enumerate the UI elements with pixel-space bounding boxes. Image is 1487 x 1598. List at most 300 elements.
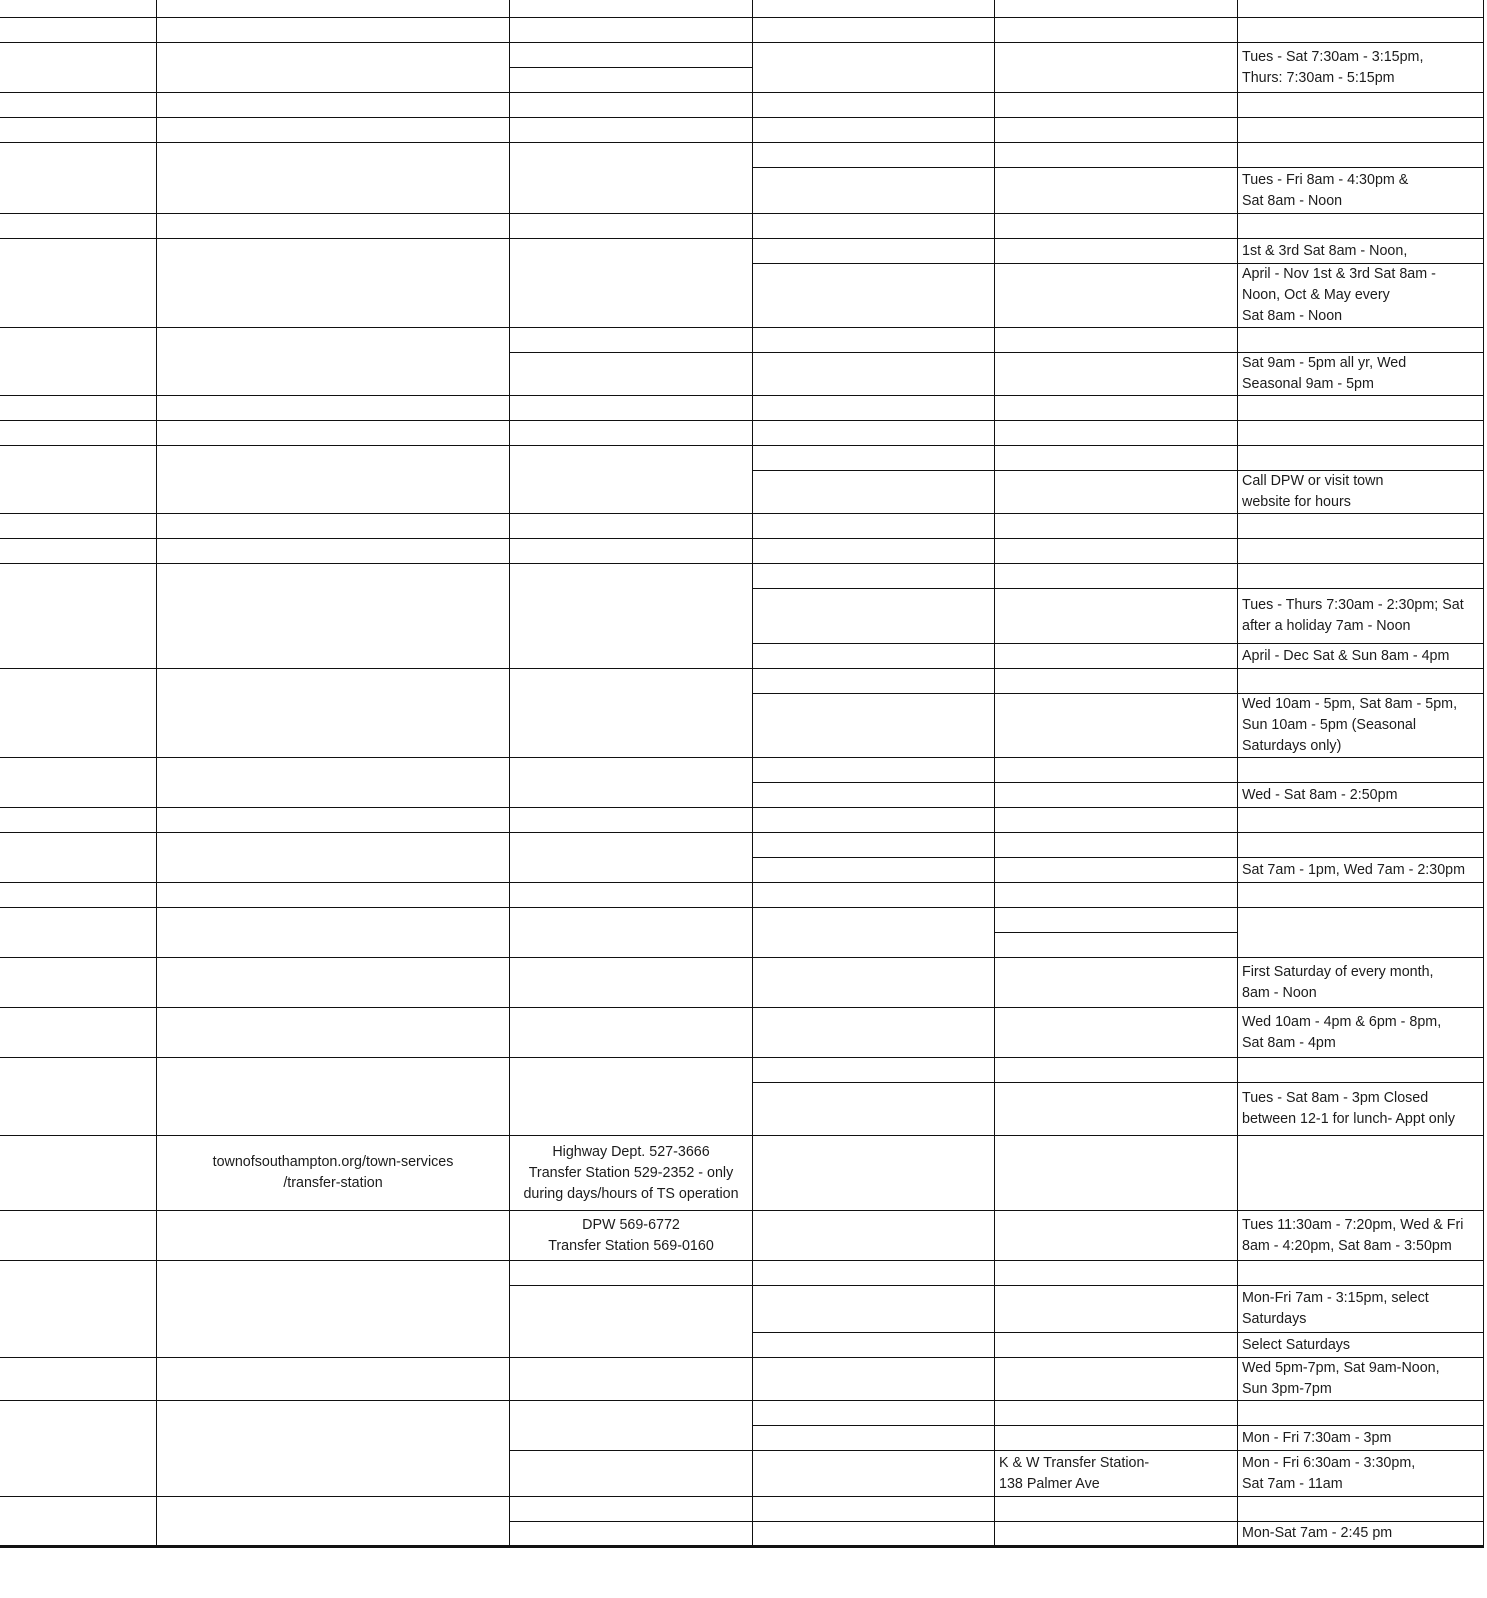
dropoff-location xyxy=(995,264,1238,328)
service-type xyxy=(753,143,995,168)
dropoff-location xyxy=(995,589,1238,644)
service-hours xyxy=(1238,1451,1484,1497)
dropoff-location xyxy=(995,1261,1238,1286)
table-row xyxy=(0,328,1484,353)
town-name xyxy=(0,1058,157,1136)
hours-line: Wed 10am - 5pm, Sat 8am - 5pm, xyxy=(1242,696,1458,712)
service-type xyxy=(753,1136,995,1211)
contact-phone xyxy=(510,143,753,214)
service-hours xyxy=(1238,118,1484,143)
town-website-link[interactable] xyxy=(157,958,510,1008)
service-hours xyxy=(1238,446,1484,471)
service-type xyxy=(753,264,995,328)
service-hours xyxy=(1238,564,1484,589)
service-hours xyxy=(1238,1401,1484,1426)
town-name xyxy=(0,908,157,958)
town-name xyxy=(0,214,157,239)
service-hours xyxy=(1238,1136,1484,1211)
hours-line: Wed 10am - 4pm & 6pm - 8pm, xyxy=(1242,1013,1442,1030)
table-row xyxy=(0,669,1484,694)
town-name xyxy=(0,0,157,18)
town-name xyxy=(0,539,157,564)
contact-phone xyxy=(510,1401,753,1451)
service-type xyxy=(753,168,995,214)
service-type xyxy=(753,564,995,589)
town-name xyxy=(0,1358,157,1401)
hours-line: Call DPW or visit town xyxy=(1242,473,1384,489)
town-name xyxy=(0,808,157,833)
service-type xyxy=(753,883,995,908)
table-row xyxy=(0,239,1484,264)
table-row xyxy=(0,0,1484,18)
service-hours xyxy=(1238,1497,1484,1522)
hours-line: Tues - Sat 8am - 3pm Closed xyxy=(1242,1090,1429,1106)
service-hours xyxy=(1238,783,1484,808)
table-row xyxy=(0,958,1484,1008)
contact-phone xyxy=(510,539,753,564)
contact-phone xyxy=(510,1286,753,1333)
service-type xyxy=(753,1211,995,1261)
service-hours xyxy=(1238,539,1484,564)
service-hours xyxy=(1238,1008,1484,1058)
table-row xyxy=(0,118,1484,143)
town-name xyxy=(0,1261,157,1358)
town-name xyxy=(0,143,157,214)
service-hours xyxy=(1238,396,1484,421)
town-website-link[interactable] xyxy=(157,1211,510,1261)
town-name xyxy=(0,421,157,446)
contact-phone xyxy=(510,958,753,1008)
table-row xyxy=(0,421,1484,446)
service-hours xyxy=(1238,1286,1484,1333)
service-type xyxy=(753,214,995,239)
service-type xyxy=(753,421,995,446)
dropoff-location xyxy=(995,1083,1238,1136)
service-hours xyxy=(1238,18,1484,43)
hours-line: Tues - Thurs 7:30am - 2:30pm; Sat xyxy=(1242,597,1464,613)
service-type xyxy=(753,118,995,143)
service-hours xyxy=(1238,1333,1484,1358)
hours-line: Mon-Sat 7am - 2:45 pm xyxy=(1242,1525,1393,1541)
town-website-link[interactable] xyxy=(157,1136,510,1211)
contact-phone xyxy=(510,669,753,758)
hours-line: Sat 8am - 4pm xyxy=(1242,1034,1336,1051)
town-website-link[interactable] xyxy=(157,758,510,808)
service-type xyxy=(753,514,995,539)
town-website-link[interactable] xyxy=(157,328,510,396)
service-hours xyxy=(1238,758,1484,783)
table-row xyxy=(0,1008,1484,1058)
table-row xyxy=(0,908,1484,933)
hours-line: Sat 9am - 5pm all yr, Wed xyxy=(1242,355,1407,371)
contact-line: during days/hours of TS operation xyxy=(523,1185,739,1202)
dropoff-location xyxy=(995,539,1238,564)
service-hours xyxy=(1238,858,1484,883)
service-hours xyxy=(1238,883,1484,908)
service-type xyxy=(753,353,995,396)
hours-line: Select Saturdays xyxy=(1242,1336,1351,1353)
town-website-link[interactable] xyxy=(157,1058,510,1136)
service-hours xyxy=(1238,353,1484,396)
dropoff-location xyxy=(995,514,1238,539)
dropoff-location xyxy=(995,933,1238,958)
hours-line: Mon - Fri 7:30am - 3pm xyxy=(1242,1429,1392,1446)
table-row xyxy=(0,1211,1484,1261)
town-website-link[interactable] xyxy=(157,908,510,958)
table-row xyxy=(0,396,1484,421)
service-type xyxy=(753,471,995,514)
service-type xyxy=(753,1286,995,1333)
dropoff-location xyxy=(995,18,1238,43)
hours-line: Seasonal 9am - 5pm xyxy=(1242,376,1374,392)
service-hours xyxy=(1238,694,1484,758)
hours-line: April - Nov 1st & 3rd Sat 8am - xyxy=(1242,266,1436,282)
contact-phone xyxy=(510,833,753,883)
contact-phone xyxy=(510,18,753,43)
contact-phone xyxy=(510,214,753,239)
service-hours xyxy=(1238,471,1484,514)
table-row xyxy=(0,1358,1484,1401)
service-type xyxy=(753,93,995,118)
website-line: townofsouthampton.org/town-services xyxy=(212,1154,454,1170)
contact-phone xyxy=(510,353,753,396)
town-website-link[interactable] xyxy=(157,143,510,214)
service-hours xyxy=(1238,1261,1484,1286)
service-type xyxy=(753,758,995,783)
hours-line: after a holiday 7am - Noon xyxy=(1242,618,1411,634)
contact-phone xyxy=(510,43,753,68)
service-type xyxy=(753,328,995,353)
service-hours xyxy=(1238,1058,1484,1083)
dropoff-location xyxy=(995,564,1238,589)
dropoff-location xyxy=(995,396,1238,421)
service-type xyxy=(753,858,995,883)
dropoff-location xyxy=(995,168,1238,214)
hours-line: Sat 7am - 1pm, Wed 7am - 2:30pm xyxy=(1242,861,1466,878)
town-website-link[interactable] xyxy=(157,669,510,758)
town-website-link[interactable] xyxy=(157,1261,510,1358)
contact-phone xyxy=(510,564,753,669)
location-line: K & W Transfer Station- xyxy=(999,1454,1150,1471)
table-row xyxy=(0,883,1484,908)
table-row xyxy=(0,446,1484,471)
hours-line: Mon - Fri 6:30am - 3:30pm, xyxy=(1242,1454,1416,1471)
service-hours xyxy=(1238,514,1484,539)
service-type xyxy=(753,1522,995,1547)
town-website-link[interactable] xyxy=(157,808,510,833)
dropoff-location xyxy=(995,1401,1238,1426)
contact-line: Transfer Station 529-2352 - only xyxy=(528,1164,734,1181)
contact-phone xyxy=(510,446,753,514)
contact-phone xyxy=(510,1333,753,1358)
dropoff-location xyxy=(995,858,1238,883)
hours-line: Sat 8am - Noon xyxy=(1242,192,1343,209)
service-type xyxy=(753,1008,995,1058)
town-website-link[interactable] xyxy=(157,421,510,446)
hours-line: website for hours xyxy=(1242,494,1351,510)
service-hours xyxy=(1238,1211,1484,1261)
service-hours xyxy=(1238,1358,1484,1401)
town-website-link[interactable] xyxy=(157,514,510,539)
service-type xyxy=(753,0,995,18)
dropoff-location xyxy=(995,143,1238,168)
service-type xyxy=(753,18,995,43)
contact-phone xyxy=(510,908,753,958)
dropoff-location xyxy=(995,758,1238,783)
service-hours xyxy=(1238,833,1484,858)
town-name xyxy=(0,958,157,1008)
town-website-link[interactable] xyxy=(157,883,510,908)
town-name xyxy=(0,1008,157,1058)
dropoff-location xyxy=(995,1333,1238,1358)
service-type xyxy=(753,1261,995,1286)
hours-line: April - Dec Sat & Sun 8am - 4pm xyxy=(1242,647,1450,664)
hours-line: between 12-1 for lunch- Appt only xyxy=(1242,1111,1456,1127)
contact-phone xyxy=(510,758,753,808)
service-hours xyxy=(1238,1522,1484,1547)
contact-phone xyxy=(510,1008,753,1058)
town-name xyxy=(0,43,157,93)
table-row xyxy=(0,143,1484,168)
dropoff-location xyxy=(995,1211,1238,1261)
hours-line: Tues - Fri 8am - 4:30pm & xyxy=(1242,171,1409,188)
service-type xyxy=(753,644,995,669)
service-type xyxy=(753,833,995,858)
hours-line: Sat 8am - Noon xyxy=(1242,308,1343,324)
dropoff-location xyxy=(995,644,1238,669)
contact-phone xyxy=(510,1497,753,1522)
town-name xyxy=(0,1136,157,1211)
service-hours xyxy=(1238,264,1484,328)
service-type xyxy=(753,43,995,93)
table-row xyxy=(0,1058,1484,1083)
contact-phone xyxy=(510,118,753,143)
town-name xyxy=(0,93,157,118)
website-line: /transfer-station xyxy=(283,1175,383,1191)
service-type xyxy=(753,908,995,958)
service-type xyxy=(753,669,995,694)
dropoff-location xyxy=(995,421,1238,446)
service-hours xyxy=(1238,958,1484,1008)
contact-phone xyxy=(510,1522,753,1547)
town-name xyxy=(0,239,157,328)
town-website-link[interactable] xyxy=(157,396,510,421)
service-type xyxy=(753,1058,995,1083)
service-hours xyxy=(1238,644,1484,669)
hours-line: 8am - 4:20pm, Sat 8am - 3:50pm xyxy=(1242,1237,1452,1254)
dropoff-location xyxy=(995,908,1238,933)
contact-phone xyxy=(510,1211,753,1261)
service-hours xyxy=(1238,0,1484,18)
hours-line: Saturdays xyxy=(1242,1311,1307,1327)
dropoff-location xyxy=(995,783,1238,808)
table-row xyxy=(0,539,1484,564)
town-name xyxy=(0,514,157,539)
contact-phone xyxy=(510,328,753,353)
hours-line: Noon, Oct & May every xyxy=(1242,287,1390,303)
contact-phone xyxy=(510,808,753,833)
contact-phone xyxy=(510,421,753,446)
service-hours xyxy=(1238,1426,1484,1451)
dropoff-location xyxy=(995,93,1238,118)
dropoff-location xyxy=(995,833,1238,858)
contact-phone xyxy=(510,68,753,93)
hours-line: 8am - Noon xyxy=(1242,984,1317,1001)
hours-line: 1st & 3rd Sat 8am - Noon, xyxy=(1242,242,1408,259)
service-type xyxy=(753,1426,995,1451)
town-website-link[interactable] xyxy=(157,1358,510,1401)
town-name xyxy=(0,396,157,421)
hours-line: Saturdays only) xyxy=(1242,738,1342,754)
dropoff-location xyxy=(995,446,1238,471)
town-website-link[interactable] xyxy=(157,43,510,93)
town-website-link[interactable] xyxy=(157,833,510,883)
town-name xyxy=(0,883,157,908)
dropoff-location xyxy=(995,1008,1238,1058)
dropoff-location xyxy=(995,1136,1238,1211)
dropoff-location xyxy=(995,471,1238,514)
town-name xyxy=(0,833,157,883)
town-website-link[interactable] xyxy=(157,1008,510,1058)
table-row xyxy=(0,1401,1484,1426)
contact-line: Transfer Station 569-0160 xyxy=(548,1237,714,1254)
town-name xyxy=(0,669,157,758)
town-name xyxy=(0,1401,157,1497)
town-name xyxy=(0,118,157,143)
service-hours xyxy=(1238,93,1484,118)
town-name xyxy=(0,564,157,669)
service-hours xyxy=(1238,239,1484,264)
town-website-link[interactable] xyxy=(157,239,510,328)
table-row xyxy=(0,1497,1484,1522)
contact-phone xyxy=(510,396,753,421)
service-type xyxy=(753,1333,995,1358)
town-website-link[interactable] xyxy=(157,93,510,118)
hours-line: Wed - Sat 8am - 2:50pm xyxy=(1242,786,1398,803)
dropoff-location xyxy=(995,1286,1238,1333)
service-type xyxy=(753,539,995,564)
town-website-link[interactable] xyxy=(157,214,510,239)
service-type xyxy=(753,1451,995,1497)
dropoff-location xyxy=(995,1497,1238,1522)
dropoff-location xyxy=(995,328,1238,353)
service-type xyxy=(753,589,995,644)
contact-phone xyxy=(510,1451,753,1497)
service-type xyxy=(753,446,995,471)
dropoff-location xyxy=(995,1522,1238,1547)
town-name xyxy=(0,446,157,514)
table-row xyxy=(0,1261,1484,1286)
table-row xyxy=(0,93,1484,118)
town-website-link[interactable] xyxy=(157,539,510,564)
service-type xyxy=(753,1358,995,1401)
table-row xyxy=(0,758,1484,783)
contact-phone xyxy=(510,1358,753,1401)
service-hours xyxy=(1238,808,1484,833)
town-name xyxy=(0,758,157,808)
service-hours xyxy=(1238,1083,1484,1136)
town-name xyxy=(0,328,157,396)
dropoff-location xyxy=(995,118,1238,143)
contact-phone xyxy=(510,0,753,18)
contact-line: DPW 569-6772 xyxy=(582,1216,680,1233)
contact-phone xyxy=(510,93,753,118)
service-type xyxy=(753,1401,995,1426)
hours-line: Thurs: 7:30am - 5:15pm xyxy=(1242,69,1395,86)
service-type xyxy=(753,1083,995,1136)
dropoff-location xyxy=(995,958,1238,1008)
table-row xyxy=(0,1136,1484,1211)
dropoff-location xyxy=(995,239,1238,264)
service-type xyxy=(753,958,995,1008)
table-row xyxy=(0,43,1484,68)
service-type xyxy=(753,1497,995,1522)
service-hours xyxy=(1238,669,1484,694)
contact-phone xyxy=(510,1136,753,1211)
town-website-link[interactable] xyxy=(157,564,510,669)
service-hours xyxy=(1238,328,1484,353)
service-hours xyxy=(1238,421,1484,446)
town-website-link[interactable] xyxy=(157,18,510,43)
service-type xyxy=(753,396,995,421)
town-name xyxy=(0,1497,157,1547)
table-row xyxy=(0,564,1484,589)
service-hours xyxy=(1238,908,1484,958)
dropoff-location xyxy=(995,214,1238,239)
service-hours xyxy=(1238,168,1484,214)
contact-line: Highway Dept. 527-3666 xyxy=(552,1143,710,1160)
hours-line: Tues - Sat 7:30am - 3:15pm, xyxy=(1242,48,1424,65)
dropoff-location xyxy=(995,353,1238,396)
dropoff-location xyxy=(995,669,1238,694)
service-hours xyxy=(1238,43,1484,93)
hours-line: First Saturday of every month, xyxy=(1242,963,1434,980)
service-hours xyxy=(1238,214,1484,239)
town-website-link[interactable] xyxy=(157,118,510,143)
town-website-link[interactable] xyxy=(157,446,510,514)
location-line: 138 Palmer Ave xyxy=(999,1475,1100,1492)
hours-line: Sun 10am - 5pm (Seasonal xyxy=(1242,717,1417,733)
dropoff-location xyxy=(995,808,1238,833)
contact-phone xyxy=(510,1058,753,1136)
town-website-link[interactable] xyxy=(157,1497,510,1547)
table-row xyxy=(0,833,1484,858)
service-type xyxy=(753,239,995,264)
service-type xyxy=(753,808,995,833)
service-type xyxy=(753,694,995,758)
table-row xyxy=(0,214,1484,239)
dropoff-location xyxy=(995,694,1238,758)
contact-phone xyxy=(510,514,753,539)
table-row xyxy=(0,808,1484,833)
dropoff-location xyxy=(995,0,1238,18)
table-row xyxy=(0,514,1484,539)
town-website-link[interactable] xyxy=(157,1401,510,1497)
service-hours xyxy=(1238,589,1484,644)
dropoff-location xyxy=(995,1058,1238,1083)
contact-phone xyxy=(510,1261,753,1286)
dropoff-location xyxy=(995,883,1238,908)
town-website-link[interactable] xyxy=(157,0,510,18)
table-row xyxy=(0,18,1484,43)
contact-phone xyxy=(510,883,753,908)
dropoff-location xyxy=(995,1358,1238,1401)
dropoff-location xyxy=(995,1426,1238,1451)
service-hours xyxy=(1238,143,1484,168)
dropoff-location xyxy=(995,43,1238,93)
town-name xyxy=(0,1211,157,1261)
town-name xyxy=(0,18,157,43)
